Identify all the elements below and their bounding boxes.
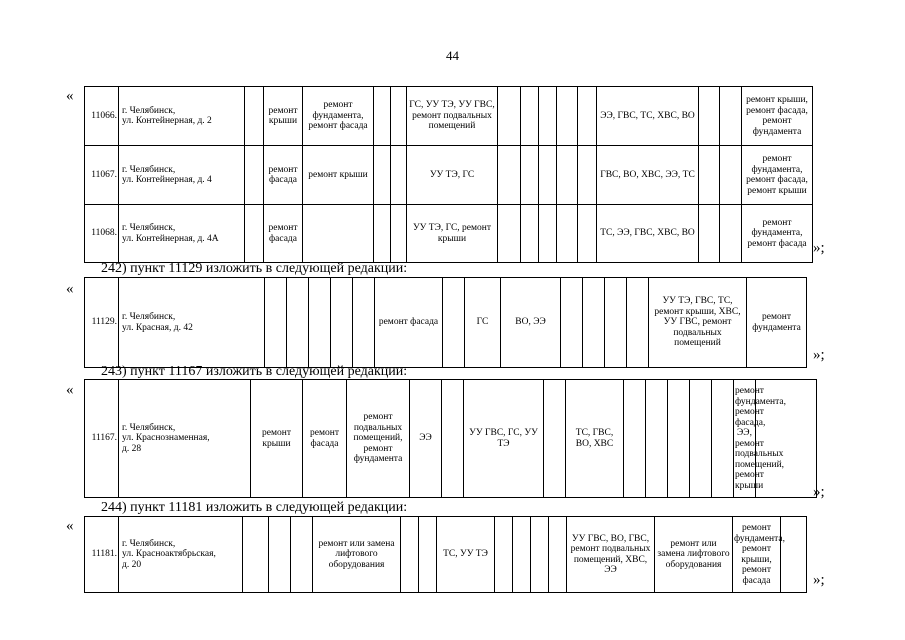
work-cell: ремонт крыши <box>251 380 303 498</box>
open-quote: « <box>66 518 74 534</box>
work-cell: ремонт фундамента, ремонт крыши, ремонт фасада <box>733 517 781 593</box>
work-cell: ремонт или замена лифтового оборудования <box>313 517 401 593</box>
work-cell: ГВС, ВО, ХВС, ЭЭ, ТС <box>597 146 699 205</box>
address-cell: г. Челябинск, ул. Красная, д. 42 <box>119 278 265 368</box>
work-cell: ремонт крыши <box>303 146 374 205</box>
work-cell: УУ ГВС, ГС, УУ ТЭ <box>464 380 544 498</box>
work-cell: ТС, УУ ТЭ <box>437 517 495 593</box>
work-cell: ремонт фасада <box>264 205 303 263</box>
close-quote: »; <box>813 240 825 256</box>
close-quote: »; <box>813 572 825 588</box>
open-quote: « <box>66 88 74 104</box>
work-cell: ремонт фундамента <box>747 278 807 368</box>
work-cell: ремонт или замена лифтового оборудования <box>655 517 733 593</box>
item-number: 11167. <box>85 380 119 498</box>
work-cell: ремонт фундамента, ремонт фасада, ремонт крыши <box>742 146 813 205</box>
section-heading-242: 242) пункт 11129 изложить в следующей редакции: <box>101 261 408 276</box>
section-heading-244: 244) пункт 11181 изложить в следующей редакции: <box>101 500 408 515</box>
table-row <box>85 205 813 263</box>
work-cell: ремонт крыши, ремонт фасада, ремонт фундамента <box>742 87 813 146</box>
table-row <box>85 380 817 498</box>
table-items-11066-11068 <box>84 86 813 263</box>
address-cell: г. Челябинск, ул. Красноактябрьская, д. 20 <box>119 517 243 593</box>
work-cell: ремонт фундамента, ремонт фасада <box>742 205 813 263</box>
section-heading-243: 243) пункт 11167 изложить в следующей редакции: <box>101 364 408 379</box>
work-cell: ремонт фасада <box>264 146 303 205</box>
address-cell: г. Челябинск, ул. Краснознаменная, д. 28 <box>119 380 251 498</box>
work-cell: ремонт фундамента, ремонт фасада <box>303 87 374 146</box>
item-number: 11129. <box>85 278 119 368</box>
work-cell: ГС, УУ ТЭ, УУ ГВС, ремонт подвальных помещений <box>407 87 498 146</box>
table-row <box>85 517 807 593</box>
work-cell: ЭЭ <box>410 380 442 498</box>
work-cell: ЭЭ, ГВС, ТС, ХВС, ВО <box>597 87 699 146</box>
work-cell: ТС, ЭЭ, ГВС, ХВС, ВО <box>597 205 699 263</box>
table-row <box>85 278 807 368</box>
work-cell: ВО, ЭЭ <box>501 278 561 368</box>
address-cell: г. Челябинск, ул. Контейнерная, д. 2 <box>119 87 245 146</box>
page-number: 44 <box>446 48 459 63</box>
work-cell: УУ ТЭ, ГС <box>407 146 498 205</box>
item-number: 11067. <box>85 146 119 205</box>
item-number: 11068. <box>85 205 119 263</box>
table-row <box>85 87 813 146</box>
open-quote: « <box>66 281 74 297</box>
close-quote: »; <box>813 484 825 500</box>
table-item-11181 <box>84 516 807 593</box>
table-row <box>85 146 813 205</box>
work-cell: УУ ТЭ, ГВС, ТС, ремонт крыши, ХВС, УУ ГВС, ремонт подвальных помещений <box>649 278 747 368</box>
work-cell: ремонт крыши <box>264 87 303 146</box>
item-number: 11181. <box>85 517 119 593</box>
work-cell: ГС <box>465 278 501 368</box>
work-cell <box>303 205 374 263</box>
work-cell: ремонт фундамента, ремонт фасада, ЭЭ, ремонт подвальных помещений, ремонт крыши <box>734 380 756 498</box>
work-cell: ремонт фасада <box>303 380 347 498</box>
work-cell: ремонт подвальных помещений, ремонт фундамента <box>347 380 410 498</box>
work-cell: ТС, ГВС, ВО, ХВС <box>566 380 624 498</box>
item-number: 11066. <box>85 87 119 146</box>
address-cell: г. Челябинск, ул. Контейнерная, д. 4А <box>119 205 245 263</box>
table-item-11129 <box>84 277 807 368</box>
address-cell: г. Челябинск, ул. Контейнерная, д. 4 <box>119 146 245 205</box>
close-quote: »; <box>813 347 825 363</box>
work-cell: УУ ГВС, ВО, ГВС, ремонт подвальных помещений, ХВС, ЭЭ <box>567 517 655 593</box>
open-quote: « <box>66 382 74 398</box>
work-cell: ремонт фасада <box>375 278 443 368</box>
work-cell: УУ ТЭ, ГС, ремонт крыши <box>407 205 498 263</box>
table-item-11167 <box>84 379 817 498</box>
